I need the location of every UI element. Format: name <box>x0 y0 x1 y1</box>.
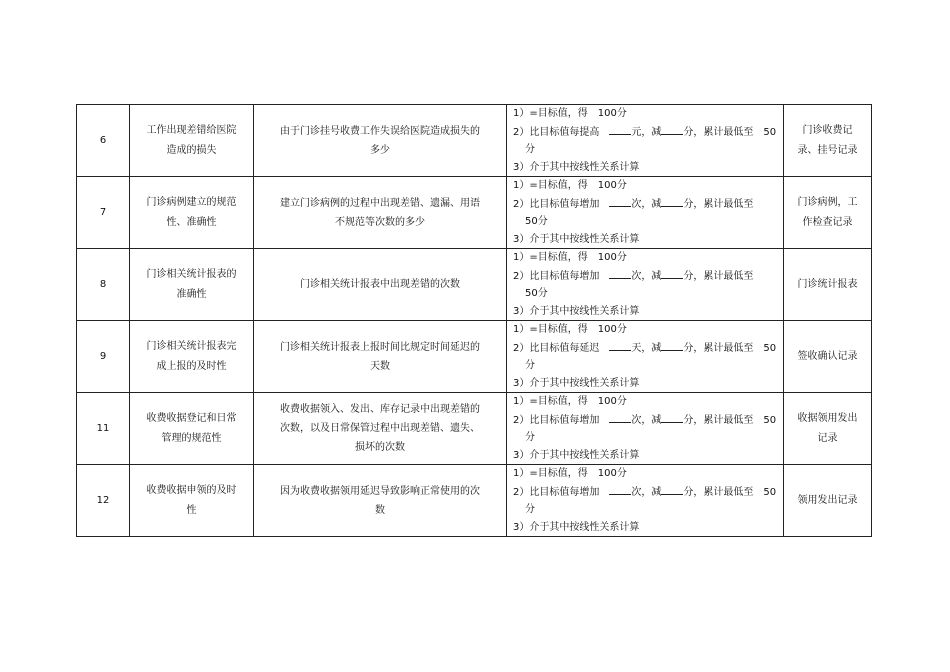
scoring-line-target: 1）=目标值，得 100分 <box>513 252 627 263</box>
fill-blank <box>609 339 631 351</box>
data-source <box>784 321 872 393</box>
scoring-rule <box>507 177 784 249</box>
scoring-line-target: 1）=目标值，得 100分 <box>513 468 627 479</box>
scoring-text: 分，累计最低至 <box>683 198 754 210</box>
scoring-text: 2）比目标值每延迟 <box>513 342 600 354</box>
indicator-name <box>130 393 254 465</box>
row-number: 6 <box>77 105 130 177</box>
row-number: 8 <box>77 249 130 321</box>
row-number: 11 <box>77 393 130 465</box>
indicator-name-line: 准确性 <box>176 288 207 300</box>
scoring-line-linear: 3）介于其中按线性关系计算 <box>513 233 640 245</box>
data-source <box>784 105 872 177</box>
scoring-line-linear: 3）介于其中按线性关系计算 <box>513 449 640 461</box>
indicator-name <box>130 177 254 249</box>
scoring-line-floor: 分 <box>525 360 535 371</box>
scoring-line-deduction <box>513 195 779 214</box>
scoring-text: 2）比目标值每增加 <box>513 486 600 498</box>
indicator-definition <box>254 465 507 537</box>
definition-line: 损坏的次数 <box>355 442 405 453</box>
indicator-definition <box>254 105 507 177</box>
scoring-line-target: 1）=目标值，得 100分 <box>513 324 627 335</box>
scoring-line-deduction <box>513 123 779 142</box>
kpi-table-body <box>77 105 872 537</box>
data-source-line: 记录 <box>817 432 838 444</box>
indicator-name-line: 造成的损失 <box>166 144 217 156</box>
scoring-text: 次，减 <box>631 414 662 426</box>
fill-blank <box>609 123 631 135</box>
data-source-line: 收据领用发出 <box>797 412 858 424</box>
fill-blank <box>609 483 631 495</box>
scoring-line-linear: 3）介于其中按线性关系计算 <box>513 377 640 389</box>
definition-line: 由于门诊挂号收费工作失误给医院造成损失的 <box>280 125 480 137</box>
scoring-text: 2）比目标值每提高 <box>513 126 600 138</box>
fill-blank <box>661 195 683 207</box>
scoring-line-target: 1）=目标值，得 100分 <box>513 180 627 191</box>
table-row <box>77 249 872 321</box>
row-number: 7 <box>77 177 130 249</box>
scoring-line-floor: 分 <box>525 504 535 515</box>
scoring-line-deduction <box>513 483 779 502</box>
definition-line: 多少 <box>370 144 390 156</box>
scoring-line-deduction <box>513 339 779 358</box>
indicator-name <box>130 321 254 393</box>
scoring-text: 元，减 <box>631 126 662 138</box>
scoring-line-linear: 3）介于其中按线性关系计算 <box>513 161 640 173</box>
data-source <box>784 393 872 465</box>
indicator-name-line: 收费收据登记和日常 <box>146 412 237 424</box>
indicator-definition <box>254 393 507 465</box>
indicator-name-line: 门诊相关统计报表的 <box>146 268 237 280</box>
scoring-text: 2）比目标值每增加 <box>513 414 600 426</box>
indicator-name <box>130 465 254 537</box>
table-row <box>77 105 872 177</box>
indicator-name-line: 门诊病例建立的规范 <box>146 196 237 208</box>
indicator-name-line: 成上报的及时性 <box>156 360 227 372</box>
indicator-name-line: 收费收据申领的及时 <box>146 484 237 496</box>
indicator-name-line: 管理的规范性 <box>161 432 222 444</box>
scoring-rule <box>507 465 784 537</box>
table-row <box>77 465 872 537</box>
scoring-text: 次，减 <box>631 198 662 210</box>
kpi-table <box>76 104 872 537</box>
scoring-text: 次，减 <box>631 270 662 282</box>
scoring-text: 分，累计最低至 <box>683 270 754 282</box>
scoring-rule <box>507 249 784 321</box>
definition-line: 次数，以及日常保管过程中出现差错、遗失、 <box>280 423 480 434</box>
scoring-text: 次，减 <box>631 486 662 498</box>
indicator-name-line: 性 <box>186 504 197 516</box>
scoring-rule <box>507 105 784 177</box>
fill-blank <box>609 411 631 423</box>
definition-line: 因为收费收据领用延迟导致影响正常使用的次 <box>280 485 480 497</box>
indicator-name-line: 门诊相关统计报表完 <box>146 340 237 352</box>
scoring-text: 2）比目标值每增加 <box>513 198 600 210</box>
scoring-rule <box>507 393 784 465</box>
scoring-text: 分，累计最低至 50 <box>683 414 777 426</box>
data-source-line: 门诊病例，工 <box>797 196 858 208</box>
indicator-name-line: 工作出现差错给医院 <box>146 124 237 136</box>
data-source-line: 领用发出记录 <box>797 494 858 506</box>
fill-blank <box>661 123 683 135</box>
fill-blank <box>661 411 683 423</box>
table-row <box>77 321 872 393</box>
definition-line: 建立门诊病例的过程中出现差错、遗漏、用语 <box>280 197 480 209</box>
table-row <box>77 177 872 249</box>
scoring-line-floor: 分 <box>525 144 535 155</box>
data-source-line: 签收确认记录 <box>797 350 858 362</box>
scoring-line-floor: 分 <box>525 432 535 443</box>
fill-blank <box>661 339 683 351</box>
indicator-name <box>130 105 254 177</box>
scoring-line-deduction <box>513 411 779 430</box>
indicator-definition <box>254 177 507 249</box>
data-source <box>784 249 872 321</box>
row-number: 9 <box>77 321 130 393</box>
scoring-line-linear: 3）介于其中按线性关系计算 <box>513 521 640 533</box>
definition-line: 门诊相关统计报表上报时间比规定时间延迟的 <box>280 341 480 353</box>
fill-blank <box>609 195 631 207</box>
scoring-line-deduction <box>513 267 779 286</box>
scoring-line-target: 1）=目标值，得 100分 <box>513 396 627 407</box>
data-source-line: 录、挂号记录 <box>797 144 858 156</box>
scoring-line-floor: 50分 <box>525 288 548 299</box>
indicator-definition <box>254 321 507 393</box>
data-source-line: 门诊收费记 <box>802 124 853 136</box>
scoring-rule <box>507 321 784 393</box>
scoring-line-linear: 3）介于其中按线性关系计算 <box>513 305 640 317</box>
data-source-line: 作检查记录 <box>802 216 853 228</box>
fill-blank <box>609 267 631 279</box>
indicator-name-line: 性、准确性 <box>166 216 217 228</box>
indicator-name <box>130 249 254 321</box>
scoring-text: 2）比目标值每增加 <box>513 270 600 282</box>
definition-line: 收费收据领入、发出、库存记录中出现差错的 <box>280 404 480 415</box>
scoring-line-target: 1）=目标值，得 100分 <box>513 108 627 119</box>
scoring-text: 分，累计最低至 50 <box>683 342 777 354</box>
data-source <box>784 177 872 249</box>
table-row <box>77 393 872 465</box>
scoring-text: 分，累计最低至 50 <box>683 126 777 138</box>
fill-blank <box>661 267 683 279</box>
scoring-text: 分，累计最低至 50 <box>683 486 777 498</box>
data-source-line: 门诊统计报表 <box>797 278 858 290</box>
definition-line: 天数 <box>370 360 390 372</box>
definition-line: 门诊相关统计报表中出现差错的次数 <box>300 279 460 290</box>
indicator-definition <box>254 249 507 321</box>
scoring-text: 天，减 <box>631 342 662 354</box>
data-source <box>784 465 872 537</box>
definition-line: 不规范等次数的多少 <box>335 216 425 228</box>
definition-line: 数 <box>375 504 385 516</box>
row-number: 12 <box>77 465 130 537</box>
fill-blank <box>661 483 683 495</box>
scoring-line-floor: 50分 <box>525 216 548 227</box>
